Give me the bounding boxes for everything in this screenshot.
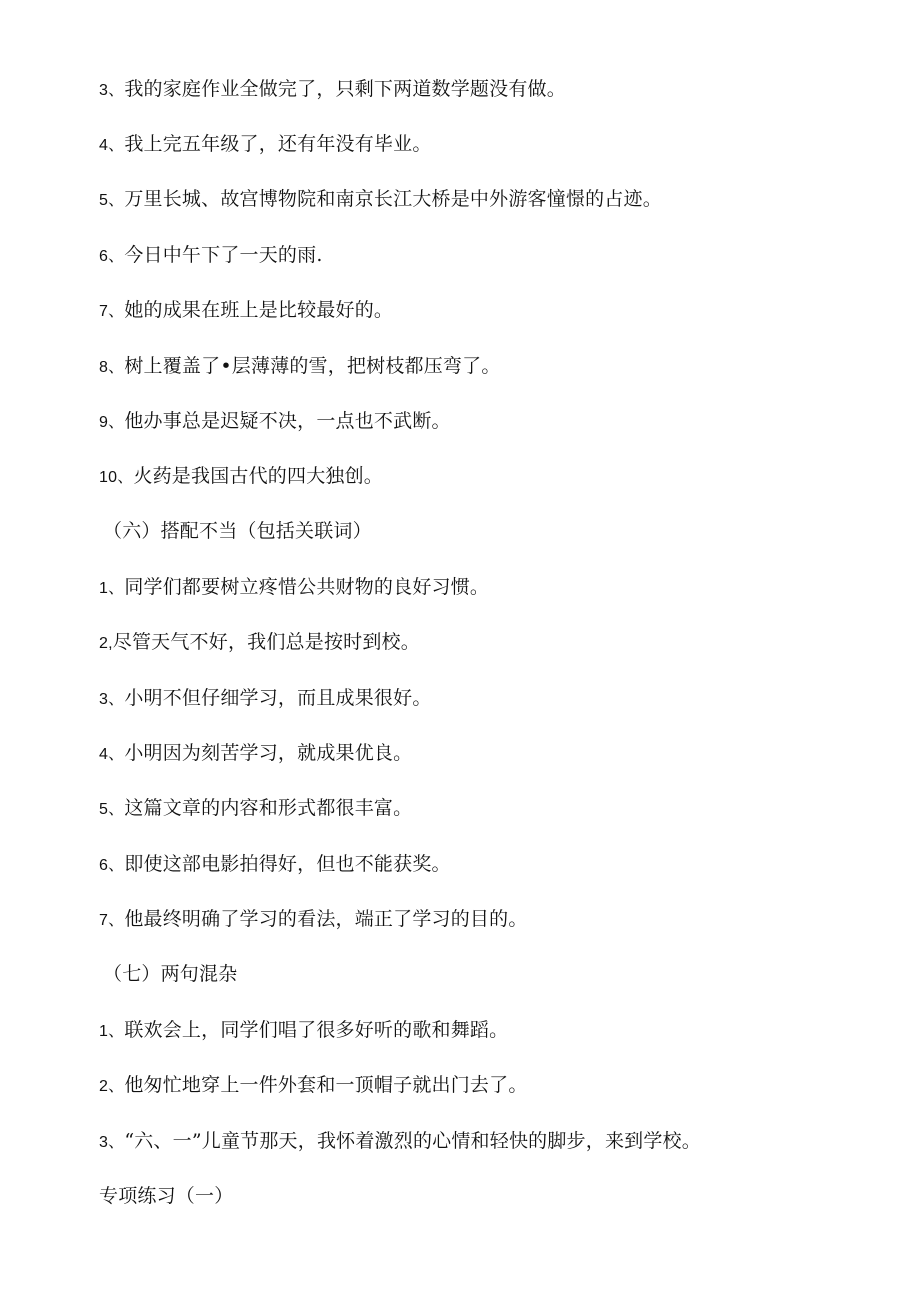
item-text: 我上完五年级了，还有年没有毕业。	[124, 133, 432, 155]
item-number: 6、	[99, 248, 125, 265]
list-item	[99, 1016, 508, 1046]
item-number: 7、	[99, 912, 125, 929]
item-text: 尽管天气不好，我们总是按时到校。	[112, 631, 420, 653]
item-number: 8、	[99, 359, 125, 376]
item-number: 5、	[99, 801, 125, 818]
item-number: 7、	[99, 303, 125, 320]
list-item	[99, 794, 412, 824]
list-item	[99, 1127, 701, 1157]
item-number: 1、	[99, 580, 125, 597]
item-text: 他办事总是迟疑不决，一点也不武断。	[124, 410, 451, 432]
section-heading	[99, 1182, 233, 1210]
list-item	[99, 905, 528, 935]
item-number: 9、	[99, 414, 125, 431]
list-item	[99, 684, 432, 714]
list-item	[99, 185, 662, 215]
item-text: 树上覆盖了•层薄薄的雪，把树枝都压弯了。	[124, 355, 501, 377]
item-number: 3、	[99, 691, 125, 708]
item-text: 小明不但仔细学习，而且成果很好。	[124, 687, 432, 709]
list-item	[99, 1071, 528, 1101]
item-number: 3、	[99, 82, 125, 99]
section-heading	[103, 960, 237, 988]
item-text: 他最终明确了学习的看法，端正了学习的目的。	[124, 908, 528, 930]
item-number: 4、	[99, 137, 125, 154]
list-item	[99, 241, 323, 271]
list-item	[99, 296, 393, 326]
list-item	[99, 407, 451, 437]
item-number: 6、	[99, 857, 125, 874]
item-text: “六、一”儿童节那天，我怀着激烈的心情和轻快的脚步，来到学校。	[124, 1130, 701, 1152]
item-text: 联欢会上，同学们唱了很多好听的歌和舞蹈。	[124, 1019, 509, 1041]
item-number: 2、	[99, 1078, 125, 1095]
item-text: 今日中午下了一天的雨.	[124, 244, 323, 266]
item-text: 火药是我国古代的四大独创。	[133, 465, 384, 487]
item-number: 3、	[99, 1134, 125, 1151]
section-heading-text: （六）搭配不当（包括关联词）	[103, 520, 372, 542]
list-item	[99, 850, 451, 880]
item-number: 2,	[99, 635, 113, 652]
item-text: 他匆忙地穿上一件外套和一顶帽子就出门去了。	[124, 1074, 528, 1096]
item-text: 同学们都要树立疼惜公共财物的良好习惯。	[124, 576, 490, 598]
item-text: 这篇文章的内容和形式都很丰富。	[124, 797, 413, 819]
list-item	[99, 75, 566, 105]
list-item	[99, 462, 383, 492]
section-heading	[103, 517, 372, 545]
list-item	[99, 628, 420, 658]
item-text: 小明因为刻苦学习，就成果优良。	[124, 742, 413, 764]
item-text: 我的家庭作业全做完了，只剩下两道数学题没有做。	[124, 78, 566, 100]
list-item	[99, 573, 489, 603]
section-heading-text: 专项练习（一）	[99, 1185, 234, 1207]
list-item	[99, 352, 501, 382]
item-number: 4、	[99, 746, 125, 763]
item-text: 她的成果在班上是比较最好的。	[124, 299, 394, 321]
item-number: 10、	[99, 469, 134, 486]
item-number: 1、	[99, 1023, 125, 1040]
list-item	[99, 739, 412, 769]
list-item	[99, 130, 432, 160]
item-number: 5、	[99, 192, 125, 209]
item-text: 即使这部电影拍得好，但也不能获奖。	[124, 853, 451, 875]
item-text: 万里长城、故宫博物院和南京长江大桥是中外游客憧憬的占迹。	[124, 188, 662, 210]
section-heading-text: （七）两句混杂	[103, 963, 238, 985]
